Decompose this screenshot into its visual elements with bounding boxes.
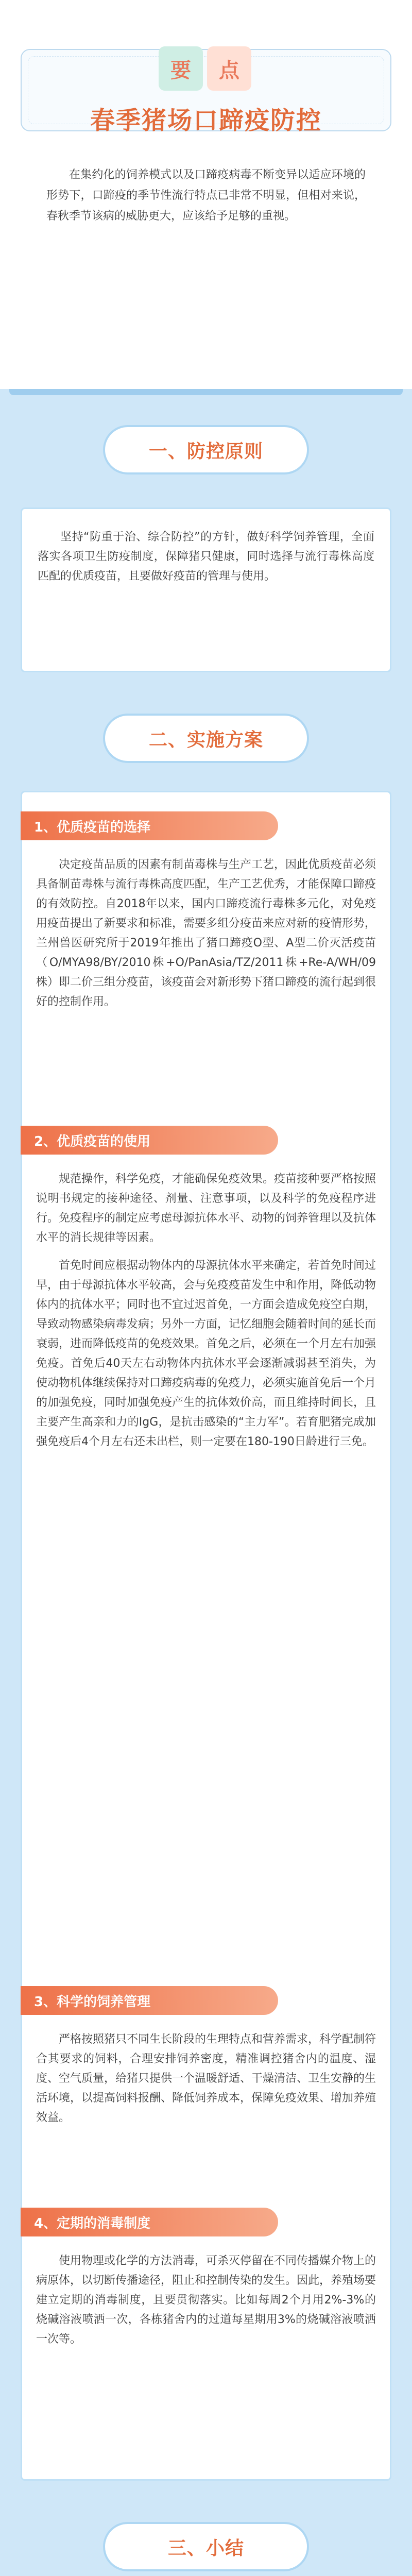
subsection-title: 2、优质疫苗的使用 xyxy=(34,1133,151,1149)
subsection-title: 1、优质疫苗的选择 xyxy=(34,819,151,835)
section-heading-principles xyxy=(103,425,309,474)
section-heading-plan xyxy=(103,714,309,763)
subsection-bar-vaccine-selection xyxy=(21,811,278,840)
key-badges xyxy=(159,46,251,91)
content-top-strip xyxy=(9,389,403,395)
section-heading-summary xyxy=(103,2522,309,2571)
section-heading-label: 一、防控原则 xyxy=(148,440,263,462)
feeding-management-body xyxy=(36,2030,376,2128)
subsection-title: 3、科学的饲养管理 xyxy=(34,1994,151,2010)
vaccine-use-body xyxy=(36,1170,376,1452)
subsection-title: 4、定期的消毒制度 xyxy=(34,2215,151,2231)
section-heading-label: 二、实施方案 xyxy=(148,729,263,751)
vaccine-selection-body xyxy=(36,855,376,1012)
vaccine-use-text-1: 规范操作，科学免疫，才能确保免疫效果。疫苗接种要严格按照说明书规定的接种途径、剂量、注意事项，以及科学的免疫程序进行。免疫程序的制定应考虑母源抗体水平、动物的饲养管理以及抗体水平的消长规律等因素。 xyxy=(36,1173,376,1244)
vaccine-selection-text: 决定疫苗品质的因素有制苗毒株与生产工艺，因此优质疫苗必须具备制苗毒株与流行毒株高度匹配，生产工艺优秀，才能保障口蹄疫的有效防控。自2018年以来，国内口蹄疫流行毒株多元化，对免疫用疫苗提出了新要求和标准，需要多组分疫苗来应对新的疫情形势，兰州兽医研究所于2019年推出了猪口蹄疫O型、A型二价灭活疫苗（O/MYA98/BY/2010株+O/PanAsia/TZ/2011株+Re-A/WH/09株）即二价三组分疫苗，该疫苗会对新形势下猪口蹄疫的流行起到很好的控制作用。 xyxy=(36,858,376,1008)
subsection-bar-disinfection xyxy=(21,2208,278,2236)
subsection-bar-vaccine-use xyxy=(21,1126,278,1155)
principles-text: 坚持“防重于治、综合防控”的方针，做好科学饲养管理，全面落实各项卫生防疫制度，保障猪只健康，同时选择与流行毒株高度匹配的优质疫苗，且要做好疫苗的管理与使用。 xyxy=(38,531,374,583)
disinfection-body xyxy=(36,2251,376,2349)
header xyxy=(0,0,412,160)
section-heading-label: 三、小结 xyxy=(167,2537,244,2559)
key-badge-1: 要 xyxy=(159,46,203,91)
page-title: 春季猪场口蹄疫防控 xyxy=(90,106,322,135)
disinfection-text: 使用物理或化学的方法消毒，可杀灭停留在不同传播媒介物上的病原体，以切断传播途径，阻止和控制传染的发生。因此，养殖场要建立定期的消毒制度，且要贯彻落实。比如每周2个月用2%-3%的烧碱溶液喷洒一次，各栋猪舍内的过道每星期用3%的烧碱溶液喷洒一次等。 xyxy=(36,2255,376,2346)
vaccine-use-text-2: 首免时间应根据动物体内的母源抗体水平来确定，若首免时间过早，由于母源抗体水平较高，会与免疫疫苗发生中和作用，降低动物体内的抗体水平；同时也不宜过迟首免，一方面会造成免疫空白期，导致动物感染病毒发病；另外一方面，记忆细胞会随着时间的延长而衰弱，进而降低疫苗的免疫效果。首免之后，必须在一个月左右加强免疫。首免后40天左右动物体内抗体水平会逐渐减弱甚至消失，为使动物机体继续保持对口蹄疫病毒的免疫力，必须实施首免后一个月的加强免疫，同时加强免疫产生的抗体效价高，而且维持时间长，且主要产生高亲和力的IgG，是抗击感染的“主力军”。若育肥猪完成加强免疫后4个月左右还未出栏，则一定要在180-190日龄进行三免。 xyxy=(36,1259,376,1448)
feeding-management-text: 严格按照猪只不同生长阶段的生理特点和营养需求，科学配制符合其要求的饲料，合理安排饲养密度，精准调控猪舍内的温度、湿度、空气质量，给猪只提供一个温暖舒适、干燥清洁、卫生安静的生活环境，以提高饲料报酬、降低饲养成本，保障免疫效果、增加养殖效益。 xyxy=(36,2033,376,2124)
key-badge-2: 点 xyxy=(207,46,251,91)
subsection-bar-feeding-management xyxy=(21,1986,278,2015)
intro-paragraph: 在集约化的饲养模式以及口蹄疫病毒不断变异以适应环境的形势下，口蹄疫的季节性流行特点已非常不明显，但相对来说，春秋季节该病的威胁更大，应该给予足够的重视。 xyxy=(46,168,366,223)
principles-card xyxy=(21,507,391,672)
